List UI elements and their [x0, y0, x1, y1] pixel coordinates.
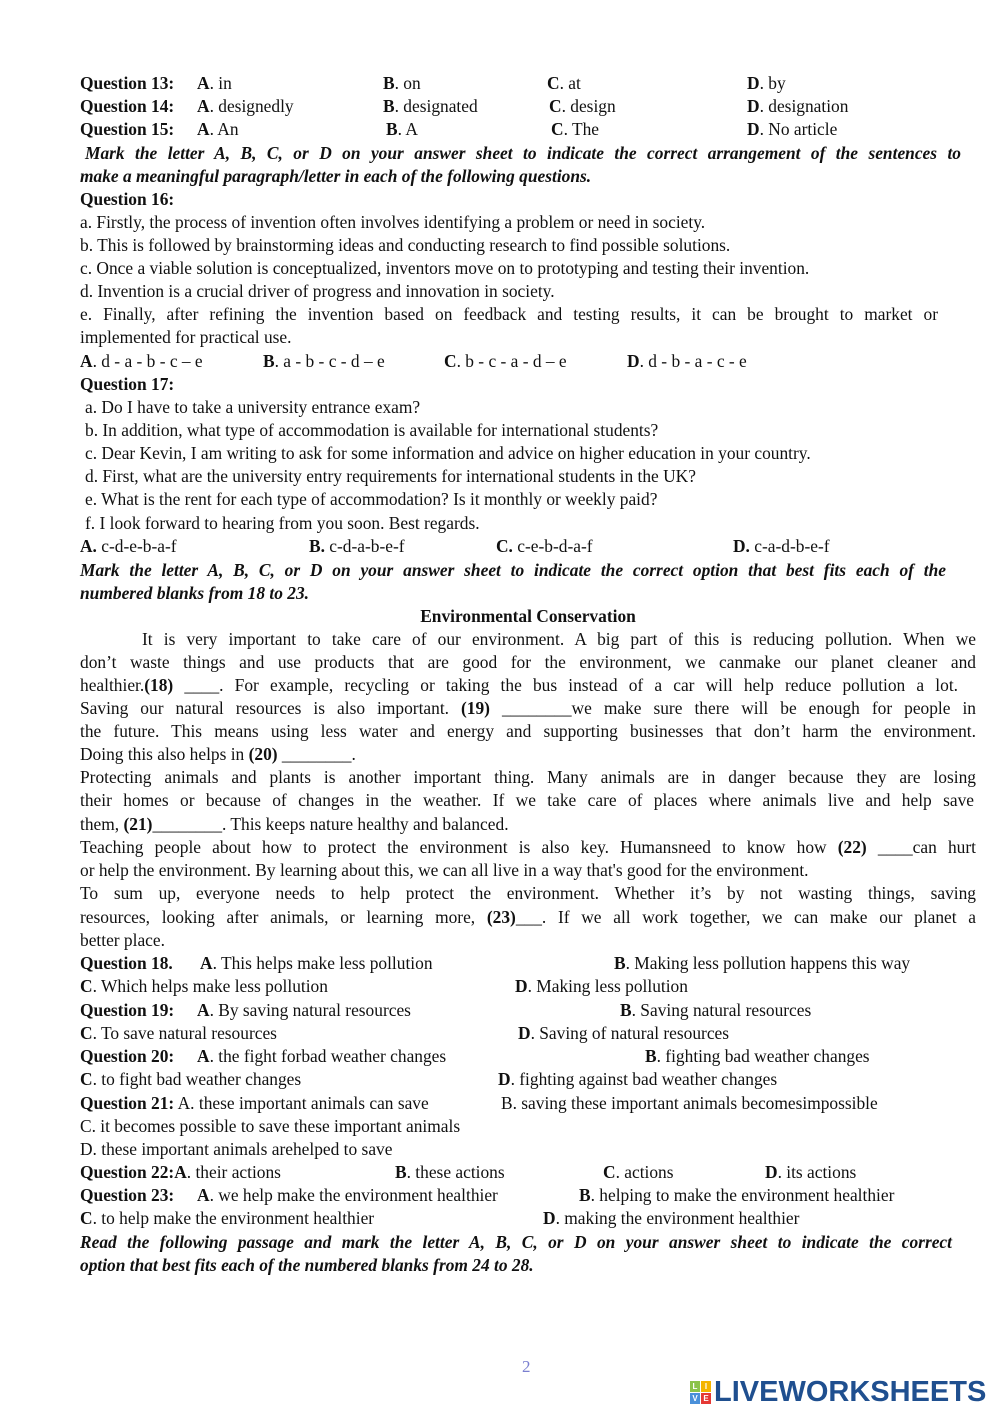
option-c[interactable] [80, 1068, 301, 1091]
question-label: Question 20: [80, 1046, 175, 1066]
option-d[interactable]: D. these important animals arehelped to save [80, 1139, 393, 1159]
passage-line [80, 836, 976, 859]
passage-line: or help the environment. By learning about this, we can all live in a way that's good for the environment. [80, 860, 809, 880]
text: . a - b - c - d – e [274, 351, 385, 371]
sentence-item: b. In addition, what type of accommodation is available for international students? [85, 420, 659, 440]
passage-line [80, 697, 976, 720]
text: healthier. [80, 675, 145, 695]
bold-label: B [383, 96, 395, 116]
blank-18: (18) [144, 675, 174, 695]
sentence-item: c. Once a viable solution is conceptualized, inventors move on to prototyping and testing their invention. [80, 258, 810, 278]
passage-line: the future. This means using less water and energy and supporting businesses that don’t harm the environment. [80, 721, 976, 741]
option-b[interactable] [614, 952, 910, 975]
bold-label: B [620, 1000, 632, 1020]
option-b[interactable] [386, 118, 418, 141]
option-b[interactable] [579, 1184, 894, 1207]
logo-text: LIVEWORKSHEETS [714, 1376, 987, 1408]
blank-20: (20) [248, 744, 278, 764]
bold-label: B [263, 351, 275, 371]
bold-label: A [197, 1000, 210, 1020]
question-label: Question 13: [80, 73, 175, 93]
bold-label: D [747, 96, 760, 116]
sentence-item: c. Dear Kevin, I am writing to ask for some information and advice on higher education in your country. [85, 443, 811, 463]
text: . d - a - b - c – e [92, 351, 203, 371]
text: c-e-b-d-a-f [512, 536, 593, 556]
text: . at [559, 73, 581, 93]
sentence-item: a. Do I have to take a university entrance exam? [85, 397, 421, 417]
instruction-arrangement-cont: make a meaningful paragraph/letter in each of the following questions. [80, 166, 592, 186]
logo-tile: V [690, 1393, 700, 1404]
option-d[interactable] [747, 72, 786, 95]
option-b[interactable] [383, 95, 478, 118]
question-19-row2 [80, 1022, 976, 1045]
bold-label: C [549, 96, 562, 116]
text: . fighting against bad weather changes [510, 1069, 778, 1089]
option-a[interactable] [197, 72, 232, 95]
text: Doing this also helps in [80, 744, 249, 764]
passage-title: Environmental Conservation [420, 606, 636, 626]
option-b[interactable] [620, 999, 811, 1022]
bold-label: D [543, 1208, 556, 1228]
instruction-blanks-cont: numbered blanks from 18 to 23. [80, 583, 309, 603]
text: . A [397, 119, 418, 139]
bold-label: C [80, 1023, 93, 1043]
bold-label: C [444, 351, 457, 371]
text: c-d-a-b-e-f [324, 536, 405, 556]
bold-label: A. [80, 536, 97, 556]
text: . Making less pollution happens this way [625, 953, 911, 973]
text: Saving our natural resources is also important. [80, 698, 461, 718]
bold-label: A [197, 1046, 210, 1066]
option-d[interactable] [747, 95, 848, 118]
blank-21: (21) [123, 814, 153, 834]
question-23 [80, 1184, 976, 1207]
option-d[interactable] [747, 118, 837, 141]
question-16-options [80, 350, 976, 373]
passage-line [80, 674, 958, 697]
text: . By saving natural resources [209, 1000, 411, 1020]
text: ________. This keeps nature healthy and balanced. [152, 814, 509, 834]
question-label: Question 18. [80, 953, 173, 973]
passage-line: It is very important to take care of our environment. A big part of this is reducing pollution. When we [142, 629, 976, 649]
option-b[interactable] [395, 1161, 505, 1184]
sentence-item: f. I look forward to hearing from you soon. Best regards. [85, 513, 480, 533]
text: . these actions [406, 1162, 505, 1182]
bold-label: B [386, 119, 398, 139]
bold-label: D [515, 976, 528, 996]
text: ____can hurt [866, 837, 976, 857]
instruction-next-passage-cont: option that best fits each of the numbered blanks from 24 to 28. [80, 1255, 534, 1275]
option-c[interactable] [80, 975, 328, 998]
bold-label: D. [733, 536, 750, 556]
option-a[interactable] [197, 1045, 446, 1068]
sentence-item: implemented for practical use. [80, 327, 292, 347]
live-tiles-icon [690, 1381, 711, 1404]
text: . Saving natural resources [631, 1000, 812, 1020]
option-c[interactable] [496, 535, 593, 558]
bold-label: B. [309, 536, 325, 556]
bold-label: C [80, 1208, 93, 1228]
bold-label: A [197, 96, 210, 116]
text: . No article [759, 119, 838, 139]
text: . An [209, 119, 239, 139]
bold-label: B [614, 953, 626, 973]
bold-label: D [747, 73, 760, 93]
logo-tile: L [690, 1381, 700, 1392]
bold-label: D [627, 351, 640, 371]
question-18-row2 [80, 975, 976, 998]
question-17-options [80, 535, 976, 558]
text: . in [209, 73, 232, 93]
option-c[interactable] [444, 350, 567, 373]
text: . making the environment healthier [555, 1208, 800, 1228]
option-c[interactable]: C. it becomes possible to save these important animals [80, 1116, 461, 1136]
bold-label: C [551, 119, 564, 139]
sentence-item: e. What is the rent for each type of accommodation? Is it monthly or weekly paid? [85, 489, 658, 509]
text: . d - b - a - c - e [639, 351, 747, 371]
option-a[interactable] [200, 952, 433, 975]
option-c[interactable] [551, 118, 599, 141]
option-d[interactable] [518, 1022, 729, 1045]
question-15 [80, 118, 976, 141]
bold-label: D [498, 1069, 511, 1089]
question-13 [80, 72, 976, 95]
text: . Which helps make less pollution [92, 976, 328, 996]
bold-label: B [383, 73, 395, 93]
question-label: Question 17: [80, 374, 175, 394]
text: . we help make the environment healthier [209, 1185, 498, 1205]
option-a[interactable] [197, 118, 239, 141]
instruction-next-passage: Read the following passage and mark the letter A, B, C, or D on your answer sheet to indicate the correct [80, 1232, 952, 1252]
bold-label: D [518, 1023, 531, 1043]
option-b[interactable]: B. saving these important animals becomesimpossible [501, 1093, 878, 1113]
text: . This helps make less pollution [212, 953, 433, 973]
bold-label: C. [496, 536, 513, 556]
liveworksheets-logo[interactable] [690, 1376, 986, 1409]
bold-label: C [80, 976, 93, 996]
text: ____. For example, recycling or taking the bus instead of a car will help reduce pollution a lot. [173, 675, 958, 695]
option-d[interactable] [498, 1068, 777, 1091]
text: ___. If we all work together, we can make our planet a [515, 907, 976, 927]
question-19 [80, 999, 976, 1022]
option-a[interactable]: A. these important animals can save [174, 1093, 429, 1113]
question-21 [80, 1092, 976, 1115]
option-b[interactable] [309, 535, 405, 558]
text: . To save natural resources [92, 1023, 277, 1043]
text: Teaching people about how to protect the environment is also key. Humansneed to know how [80, 837, 838, 857]
option-b[interactable] [263, 350, 385, 373]
text: . Saving of natural resources [530, 1023, 730, 1043]
option-d[interactable] [733, 535, 830, 558]
option-c[interactable] [547, 72, 581, 95]
text: them, [80, 814, 124, 834]
bold-label: A [197, 1185, 210, 1205]
sentence-item: d. First, what are the university entry requirements for international students in the UK? [85, 466, 696, 486]
option-d[interactable] [627, 350, 747, 373]
logo-tile: E [701, 1393, 711, 1404]
question-20-row2 [80, 1068, 976, 1091]
instruction-blanks: Mark the letter A, B, C, or D on your answer sheet to indicate the correct option that best fits each of the [80, 560, 946, 580]
blank-19: (19) [461, 698, 490, 718]
question-label: Question 22: [80, 1162, 175, 1182]
passage-line [80, 743, 976, 766]
passage-line: To sum up, everyone needs to help protect the environment. Whether it’s by not wasting things, saving [80, 883, 976, 903]
bold-label: A [197, 119, 210, 139]
question-label: Question 14: [80, 96, 175, 116]
text: . b - c - a - d – e [456, 351, 567, 371]
question-label: Question 21: [80, 1093, 175, 1113]
option-a[interactable] [80, 535, 177, 558]
bold-label: A [197, 73, 210, 93]
text: c-d-e-b-a-f [96, 536, 177, 556]
passage-line: Protecting animals and plants is another important thing. Many animals are in danger because they are losing [80, 767, 976, 787]
option-c[interactable] [80, 1022, 277, 1045]
question-label: Question 15: [80, 119, 175, 139]
bold-label: A [80, 351, 93, 371]
question-23-row2 [80, 1207, 976, 1230]
text: . Making less pollution [527, 976, 688, 996]
passage-line [80, 813, 976, 836]
blank-23: (23) [486, 907, 516, 927]
text: . fighting bad weather changes [656, 1046, 870, 1066]
question-14 [80, 95, 976, 118]
passage-line: their homes or because of changes in the weather. If we take care of places where animals live and help save [80, 790, 974, 810]
option-c[interactable] [603, 1161, 674, 1184]
text: . actions [615, 1162, 674, 1182]
bold-label: B [395, 1162, 407, 1182]
logo-tile: I [701, 1381, 711, 1392]
text: . to fight bad weather changes [92, 1069, 302, 1089]
bold-label: B [645, 1046, 657, 1066]
option-b[interactable] [383, 72, 421, 95]
text: . to help make the environment healthier [92, 1208, 375, 1228]
sentence-item: b. This is followed by brainstorming ideas and conducting research to find possible solutions. [80, 235, 731, 255]
question-22 [80, 1161, 976, 1184]
option-c[interactable] [549, 95, 616, 118]
bold-label: C [80, 1069, 93, 1089]
text: . on [394, 73, 421, 93]
text: ________. [277, 744, 356, 764]
option-a[interactable] [197, 999, 411, 1022]
question-20 [80, 1045, 976, 1068]
text: . designedly [209, 96, 294, 116]
sentence-item: d. Invention is a crucial driver of progress and innovation in society. [80, 281, 555, 301]
passage-line: better place. [80, 930, 165, 950]
text: . the fight forbad weather changes [209, 1046, 447, 1066]
bold-label: D [765, 1162, 778, 1182]
text: . by [759, 73, 786, 93]
text: . design [561, 96, 616, 116]
bold-label: B [579, 1185, 591, 1205]
question-label: Question 16: [80, 189, 175, 209]
passage-line: don’t waste things and use products that are good for the environment, we canmake our planet cleaner and [80, 652, 976, 672]
text: . designated [394, 96, 478, 116]
text: . their actions [186, 1162, 281, 1182]
option-d[interactable] [515, 975, 688, 998]
sentence-item: e. Finally, after refining the invention based on feedback and testing results, it can be brought to market or [80, 304, 938, 324]
text: ________we make sure there will be enough for people in [489, 698, 977, 718]
bold-label: A [174, 1162, 187, 1182]
sentence-item: a. Firstly, the process of invention often involves identifying a problem or need in society. [80, 212, 706, 232]
instruction-arrangement: Mark the letter A, B, C, or D on your answer sheet to indicate the correct arrangement of the sentences to [85, 143, 961, 163]
option-b[interactable] [645, 1045, 870, 1068]
text: . The [563, 119, 599, 139]
option-d[interactable] [543, 1207, 799, 1230]
option-d[interactable] [765, 1161, 856, 1184]
bold-label: C [547, 73, 560, 93]
text: c-a-d-b-e-f [749, 536, 830, 556]
blank-22: (22) [837, 837, 867, 857]
question-18 [80, 952, 976, 975]
bold-label: A [200, 953, 213, 973]
passage-line [80, 906, 976, 929]
text: . designation [759, 96, 849, 116]
question-label: Question 23: [80, 1185, 175, 1205]
page-number: 2 [522, 1357, 531, 1376]
option-a[interactable] [197, 1184, 498, 1207]
option-a[interactable] [174, 1162, 281, 1182]
bold-label: D [747, 119, 760, 139]
question-label: Question 19: [80, 1000, 175, 1020]
text: . helping to make the environment healthier [590, 1185, 895, 1205]
option-c[interactable] [80, 1207, 374, 1230]
bold-label: C [603, 1162, 616, 1182]
text: resources, looking after animals, or learning more, [80, 907, 487, 927]
text: . its actions [777, 1162, 857, 1182]
option-a[interactable] [197, 95, 294, 118]
option-a[interactable] [80, 350, 203, 373]
